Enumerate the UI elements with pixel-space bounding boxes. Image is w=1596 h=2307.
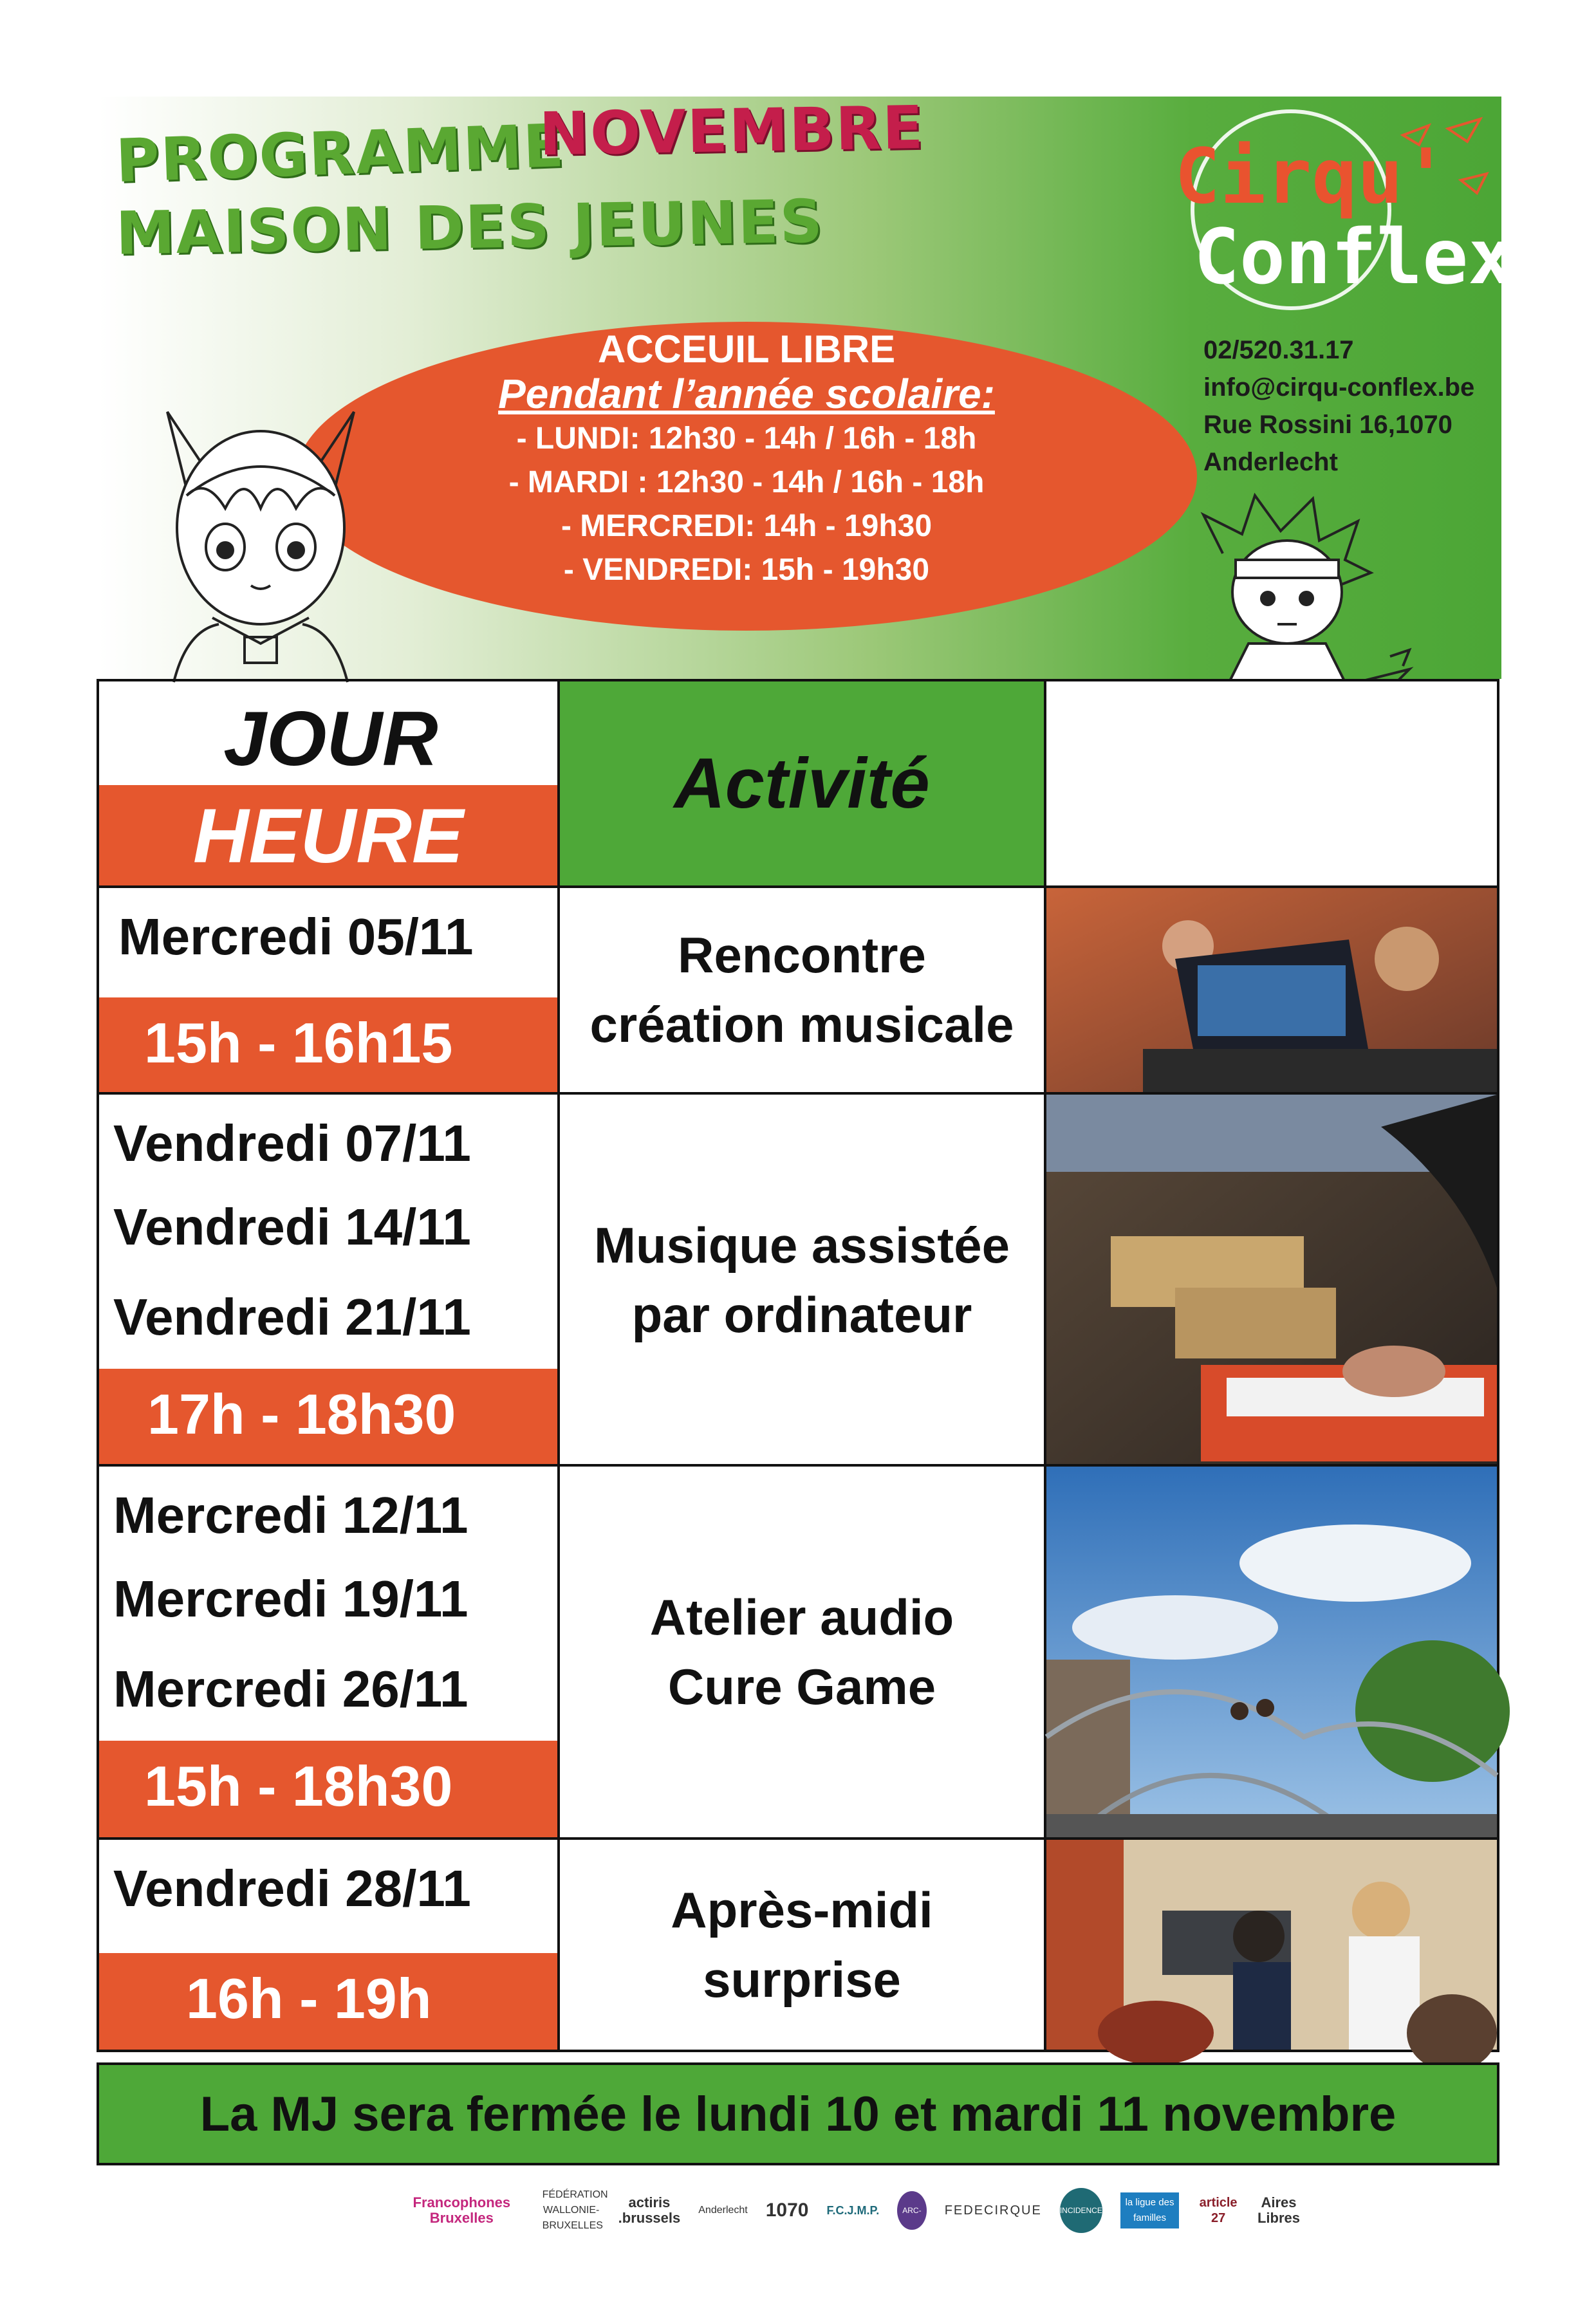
logo-conflex: Conflex xyxy=(1194,212,1514,301)
paper-planes-icon xyxy=(1390,103,1493,206)
row4-activity xyxy=(560,1875,1044,2014)
logo-incidence: INCIDENCE xyxy=(1060,2188,1102,2233)
row4-activity-cell xyxy=(557,1837,1046,2052)
header-activite-cell xyxy=(557,679,1046,888)
accueil-subtitle: Pendant l’année scolaire: xyxy=(498,371,995,417)
row2-activity-cell xyxy=(557,1092,1046,1467)
row3-hour: 15h - 18h30 xyxy=(144,1754,453,1818)
activity-line: surprise xyxy=(703,1951,901,2008)
row3-day: Mercredi 12/11 xyxy=(113,1487,469,1544)
youth-room-photo xyxy=(1046,1840,1497,2050)
sponsor-logos xyxy=(399,2175,1300,2292)
activity-line: par ordinateur xyxy=(631,1286,972,1343)
anime-cat-girl-illustration xyxy=(148,399,380,682)
photo-music-creation xyxy=(1044,885,1499,1095)
row1-activity xyxy=(560,920,1044,1059)
row3-day: Mercredi 19/11 xyxy=(113,1570,469,1627)
row2-day: Vendredi 07/11 xyxy=(113,1115,471,1172)
activity-line: Musique assistée xyxy=(594,1217,1010,1274)
header-activite: Activité xyxy=(674,744,930,823)
row1-day: Mercredi 05/11 xyxy=(118,908,474,965)
activity-line: création musicale xyxy=(589,996,1014,1053)
logo-cirqu: Cirqu' xyxy=(1174,132,1449,221)
accueil-line: - MERCREDI: 14h - 19h30 xyxy=(561,509,933,543)
accueil-line: - LUNDI: 12h30 - 14h / 16h - 18h xyxy=(516,422,977,456)
row2-day: Vendredi 14/11 xyxy=(113,1198,471,1255)
accueil-title: ACCEUIL LIBRE xyxy=(597,328,896,371)
accueil-line: - MARDI : 12h30 - 14h / 16h - 18h xyxy=(508,465,985,499)
synth-keyboard-photo xyxy=(1046,1095,1497,1464)
logo-article27: article 27 xyxy=(1199,2196,1238,2225)
title-programme: PROGRAMME xyxy=(115,111,566,196)
header-jour-cell xyxy=(97,679,560,788)
activity-line: Atelier audio xyxy=(649,1589,954,1645)
contact-city: Anderlecht xyxy=(1203,448,1338,476)
row4-hour-cell xyxy=(97,1953,560,2052)
closure-notice: La MJ sera fermée le lundi 10 et mardi 11 novembre xyxy=(97,2062,1499,2165)
header-heure: HEURE xyxy=(192,793,464,879)
header-heure-cell xyxy=(97,785,560,888)
logo-actiris: actiris .brussels xyxy=(618,2194,681,2226)
logo-anderlecht: Anderlecht xyxy=(698,2205,748,2216)
logo-aires-libres: Aires Libres xyxy=(1257,2194,1300,2226)
row2-day: Vendredi 21/11 xyxy=(113,1288,471,1346)
photo-surprise xyxy=(1044,1837,1499,2052)
laptop-studio-photo xyxy=(1046,888,1497,1092)
row1-activity-cell xyxy=(557,885,1046,1095)
row1-hour: 15h - 16h15 xyxy=(144,1011,453,1075)
logo-francophones: Francophones Bruxelles xyxy=(413,2194,511,2226)
logo-fcjmp: F.C.J.M.P. xyxy=(826,2204,880,2217)
contact-address: Rue Rossini 16,1070 xyxy=(1203,411,1452,439)
row3-activity-cell xyxy=(557,1464,1046,1840)
header-image-cell xyxy=(1044,679,1499,888)
row3-hour-cell xyxy=(97,1741,560,1840)
playground-sky-photo xyxy=(1046,1467,1497,1837)
accueil-schedule xyxy=(296,328,1197,592)
logo-fwb: FÉDÉRATION WALLONIE-BRUXELLES xyxy=(542,2189,608,2231)
contact-email: info@cirqu-conflex.be xyxy=(1203,373,1475,402)
row3-day: Mercredi 26/11 xyxy=(113,1660,469,1718)
row2-hour-cell xyxy=(97,1369,560,1467)
logo-fedecirque: FEDECIRQUE xyxy=(944,2203,1042,2218)
accueil-line: - VENDREDI: 15h - 19h30 xyxy=(563,553,930,587)
schedule-table xyxy=(97,679,1499,2165)
contact-info xyxy=(1203,331,1474,481)
title-maison-des-jeunes: MAISON DES JEUNES xyxy=(115,187,824,268)
title-month: NOVEMBRE xyxy=(539,93,925,169)
activity-line: Rencontre xyxy=(678,927,926,983)
row2-hour: 17h - 18h30 xyxy=(147,1382,456,1446)
logo-1070: 1070 xyxy=(765,2200,809,2221)
contact-phone: 02/520.31.17 xyxy=(1203,336,1354,364)
row4-day: Vendredi 28/11 xyxy=(113,1860,471,1917)
row2-activity xyxy=(560,1210,1044,1349)
logo-ligue-familles: la ligue des familles xyxy=(1120,2192,1179,2228)
row3-activity xyxy=(560,1582,1044,1721)
row1-hour-cell xyxy=(97,997,560,1095)
logo-arc-en-ciel: ARC-EN-CIEL xyxy=(897,2191,926,2230)
activity-line: Cure Game xyxy=(667,1658,936,1715)
row4-hour: 16h - 19h xyxy=(186,1967,432,2030)
activity-line: Après-midi xyxy=(671,1882,933,1938)
header-jour: JOUR xyxy=(223,696,438,782)
photo-cure-game xyxy=(1044,1464,1499,1840)
photo-computer-music xyxy=(1044,1092,1499,1467)
